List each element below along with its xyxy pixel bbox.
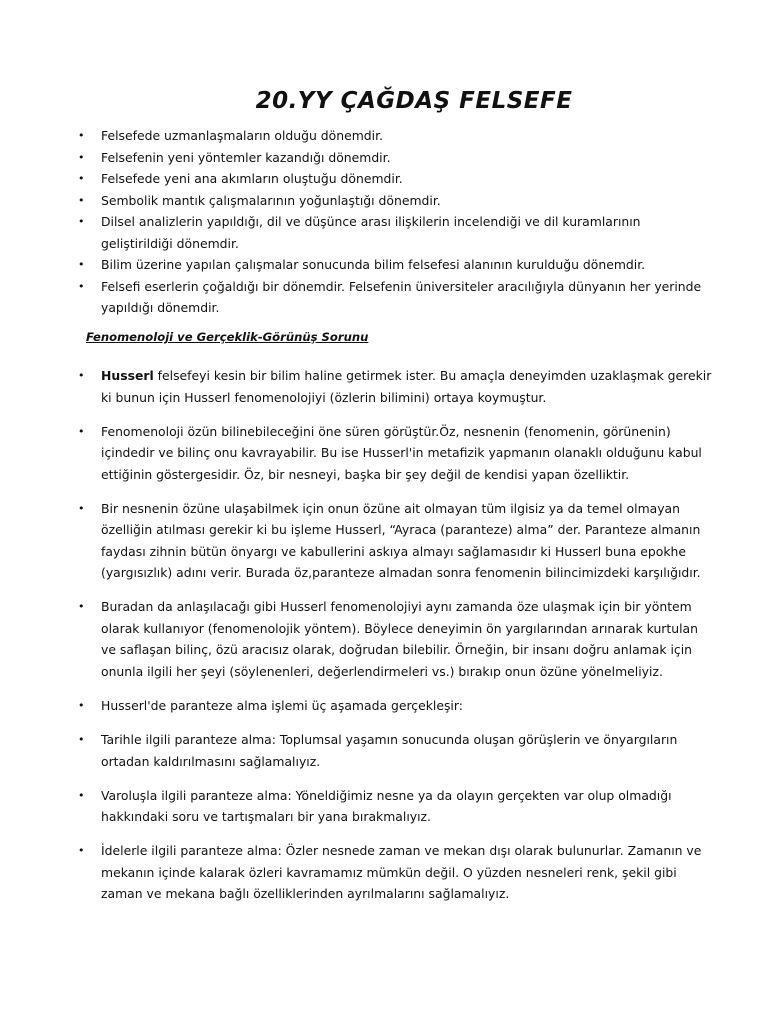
page-title: 20.YY ÇAĞDAŞ FELSEFE: [255, 88, 573, 114]
list-item: • İdelerle ilgili paranteze alma: Özler nesnede zaman ve mekan dışı olarak bulunurlar. Zamanın ve mekanın içinde kalarak özleri kavramamız mümkün değil. O yüzden nesneleri renk, şekil gibi zaman ve mekana bağlı özelliklerinden ayrılmalarını sağlamalıyız.: [76, 840, 716, 905]
list-item: • Bir nesnenin özüne ulaşabilmek için onun özüne ait olmayan tüm ilgisiz ya da temel olmayan özelliğin atılması gerekir ki bu işleme Husserl, “Ayraca (paranteze) alma” der. Paranteze almanın faydası zihnin bütün önyargı ve kabullerini askıya almayı sağlamasıdır ki Husserl buna epokhe (yargısızlık) adını verir. Burada öz,paranteze almadan sonra fenomenin bilincimizdeki karşılığıdır.: [76, 498, 716, 584]
section-subtitle: Fenomenoloji ve Gerçeklik-Görünüş Sorunu: [86, 330, 369, 344]
list-item: • Dilsel analizlerin yapıldığı, dil ve düşünce arası ilişkilerin incelendiği ve dil kuramlarının geliştirildiği dönemdir.: [76, 211, 716, 254]
list-item: [76, 365, 716, 408]
list-item: • Felsefi eserlerin çoğaldığı bir dönemdir. Felsefenin üniversiteler aracılığıyla dünyanın her yerinde yapıldığı dönemdir.: [76, 276, 716, 319]
list-item: • Varoluşla ilgili paranteze alma: Yöneldiğimiz nesne ya da olayın gerçekten var olup olmadığı hakkındaki soru ve tartışmaları bir yana bırakmalıyız.: [76, 785, 716, 828]
list-item: • Felsefede yeni ana akımların oluştuğu dönemdir.: [76, 168, 716, 190]
husserl-name: Husserl: [101, 368, 154, 383]
list-item: • Fenomenoloji özün bilinebileceğini öne süren görüştür.Öz, nesnenin (fenomenin, görünenin) içindedir ve bilinç onu kavrayabilir. Bu ise Husserl'in metafizik yapmanın olanaklı olduğunu kabul ettiğinin göstergesidir. Öz, bir nesneyi, başka bir şey değil de kendisi yapan özelliktir.: [76, 421, 716, 486]
list-item: • Bilim üzerine yapılan çalışmalar sonucunda bilim felsefesi alanının kurulduğu dönemdir.: [76, 254, 716, 276]
list-item: • Buradan da anlaşılacağı gibi Husserl fenomenolojiyi aynı zamanda öze ulaşmak için bir yöntem olarak kullanıyor (fenomenolojik yöntem). Böylece deneyimin ön yargılarından arınarak kurtulan ve saflaşan bilinç, özü aracısız olarak, doğrudan bilebilir. Örneğin, bir insanı doğru anlamak için onunla ilgili her şeyi (söylenenleri, değerlendirmeleri vs.) bırakıp onun özüne yönelmeliyiz.: [76, 596, 716, 682]
list-item: • Sembolik mantık çalışmalarının yoğunlaştığı dönemdir.: [76, 190, 716, 212]
list-item: • Felsefenin yeni yöntemler kazandığı dönemdir.: [76, 147, 716, 169]
fenomenoloji-bullet-list: [76, 365, 716, 917]
list-item: • Husserl'de paranteze alma işlemi üç aşamada gerçekleşir:: [76, 695, 716, 717]
list-item: • Tarihle ilgili paranteze alma: Toplumsal yaşamın sonucunda oluşan görüşlerin ve önyargıların ortadan kaldırılmasını sağlamalıyız.: [76, 729, 716, 772]
list-item: • Felsefede uzmanlaşmaların olduğu dönemdir.: [76, 125, 716, 147]
intro-bullet-list: [76, 125, 716, 319]
list-item-text: felsefeyi kesin bir bilim haline getirmek ister. Bu amaçla deneyimden uzaklaşmak gerekir ki bunun için Husserl fenomenolojiyi (özlerin bilimini) ortaya koymuştur.: [101, 368, 712, 405]
